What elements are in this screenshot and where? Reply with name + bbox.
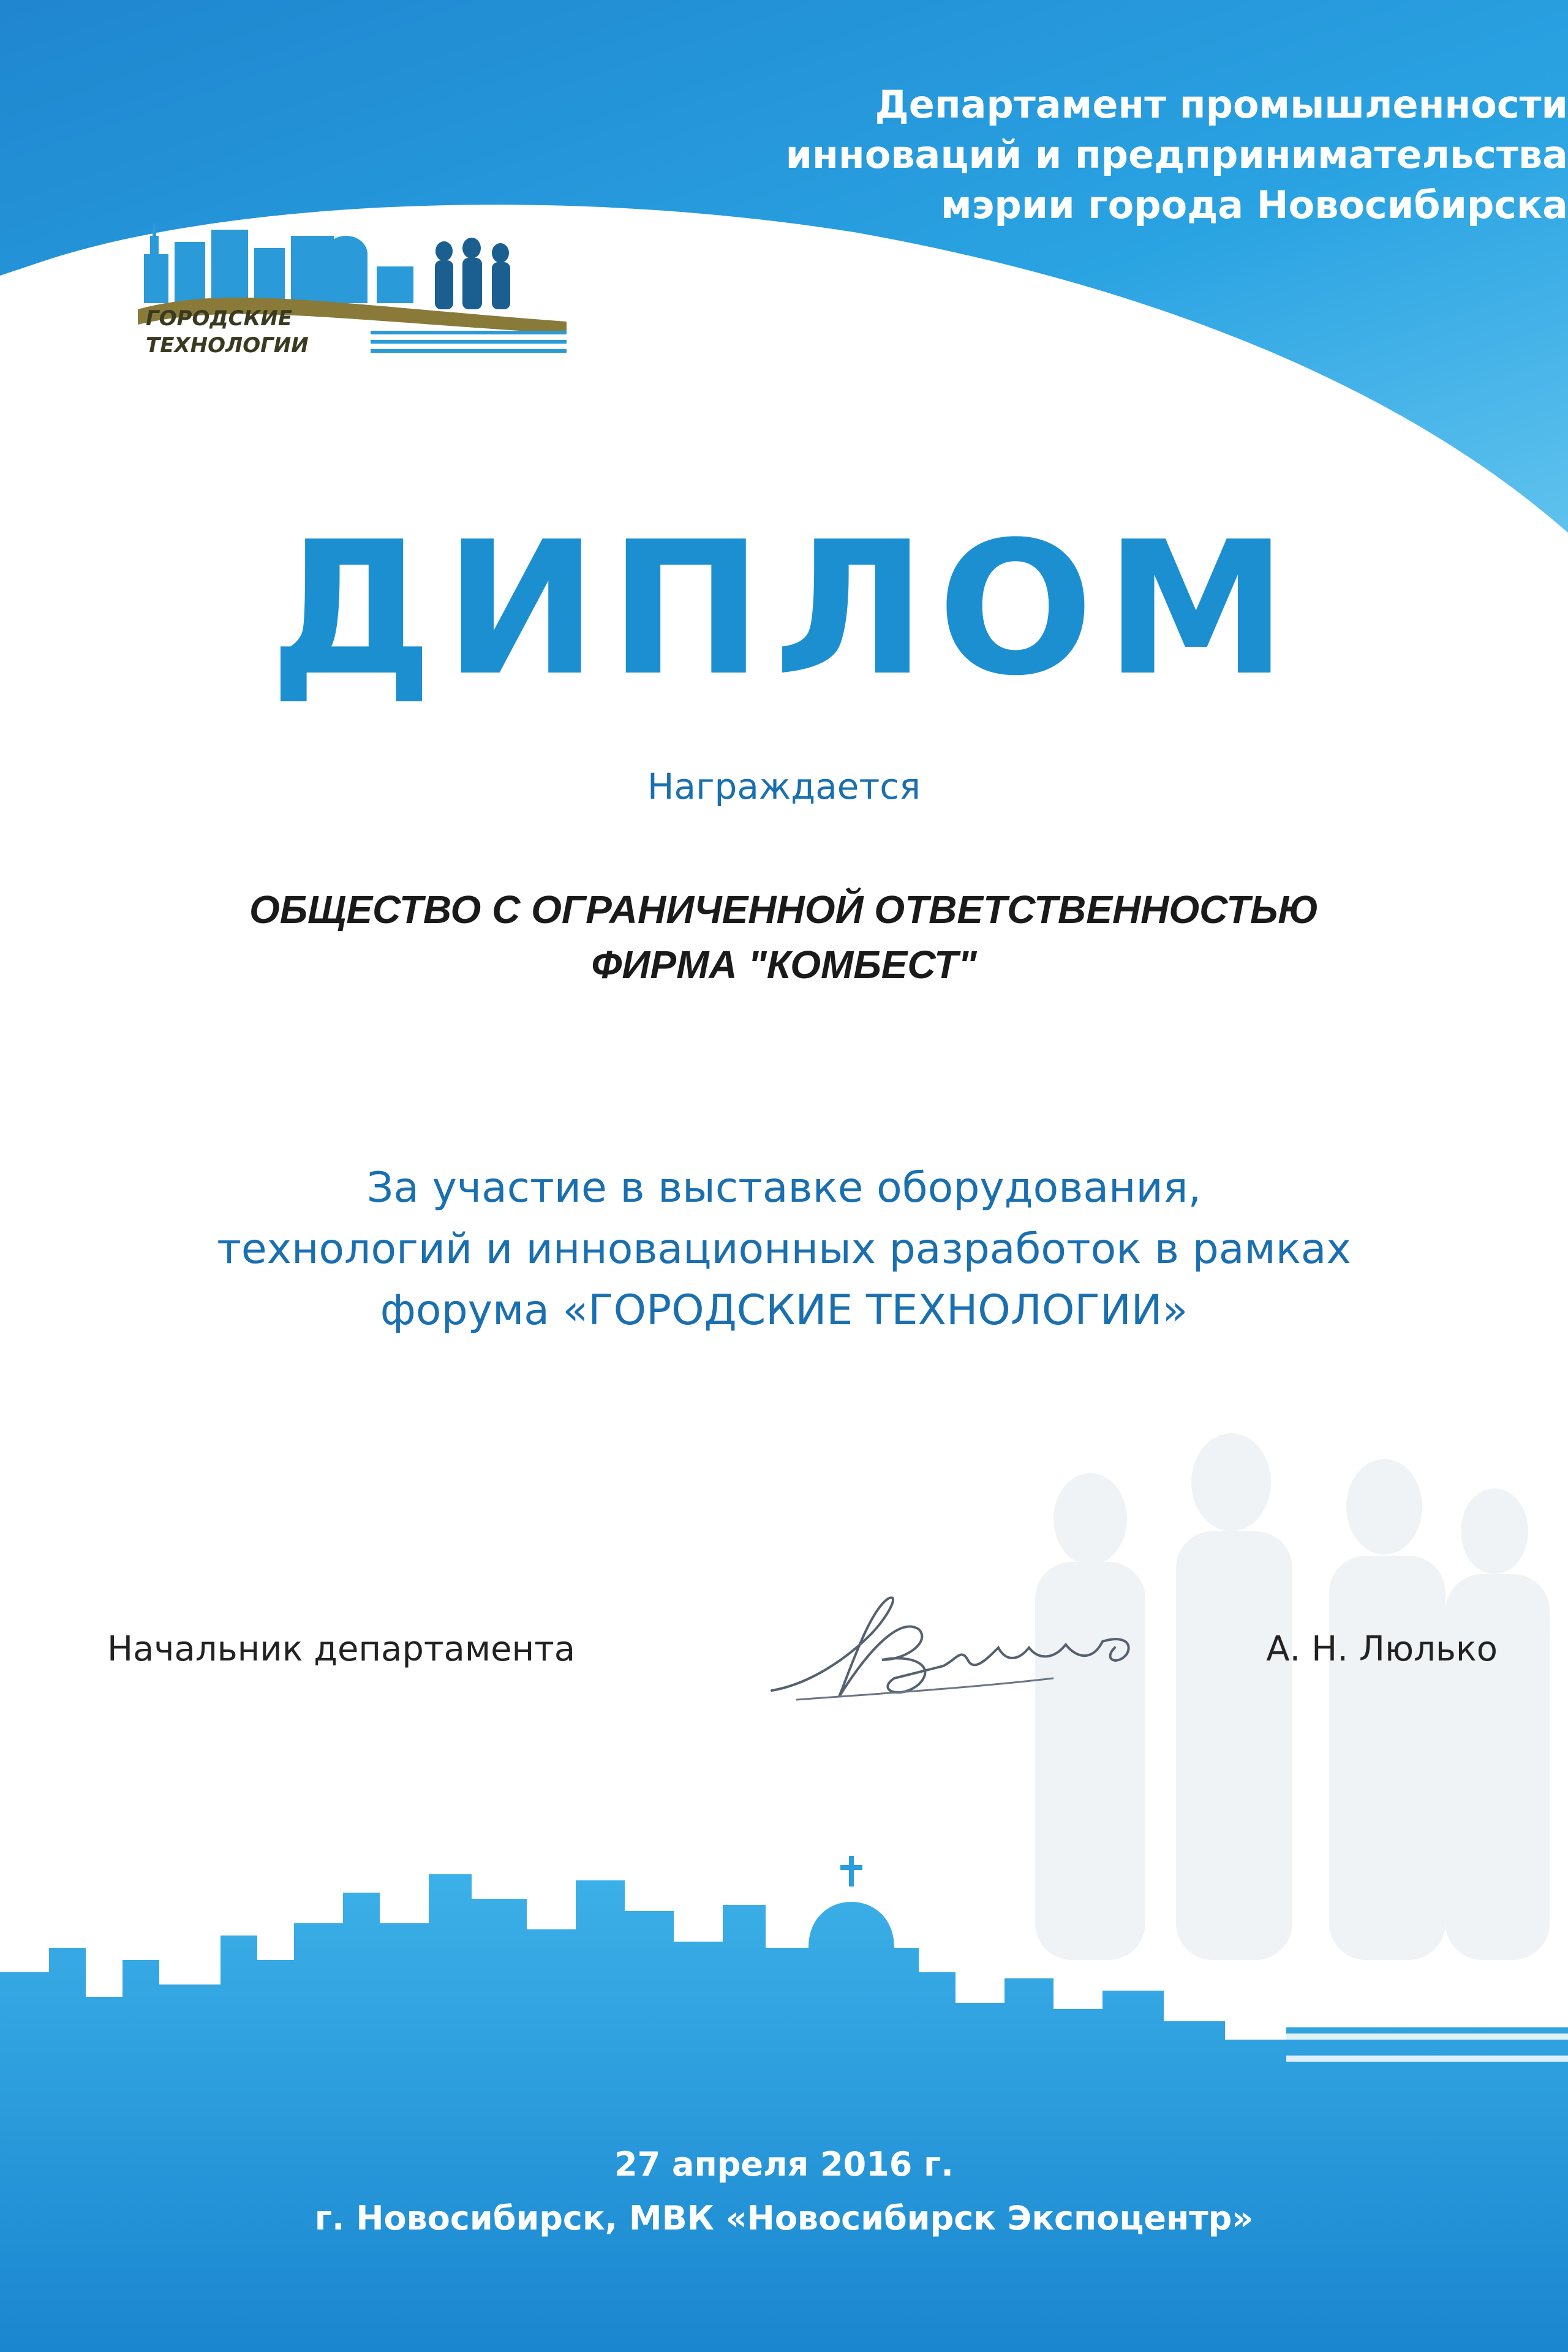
diploma-title: ДИПЛОМ	[269, 502, 1299, 716]
org-line-1: ОБЩЕСТВО С ОГРАНИЧЕННОЙ ОТВЕТСТВЕННОСТЬЮ	[249, 888, 1319, 932]
reason-line-2: технологий и инновационных разработок в рамках	[217, 1225, 1351, 1273]
reason-line-1: За участие в выставке оборудования,	[366, 1164, 1202, 1212]
signatory-position: Начальник департамента	[107, 1629, 576, 1669]
event-footer	[0, 2138, 1568, 2245]
reason-line-3: форума «ГОРОДСКИЕ ТЕХНОЛОГИИ»	[380, 1286, 1188, 1335]
logo-line-1: ГОРОДСКИЕ	[146, 306, 293, 331]
header-line-3: мэрии города Новосибирска	[940, 183, 1568, 227]
department-header	[710, 80, 1568, 230]
award-reason	[0, 1158, 1568, 1341]
event-place: г. Новосибирск, МВК «Новосибирск Экспоцентр»	[314, 2199, 1254, 2237]
event-date: 27 апреля 2016 г.	[614, 2145, 954, 2184]
awarded-label: Награждается	[647, 766, 921, 807]
org-line-2: ФИРМА "КОМБЕСТ"	[591, 943, 977, 987]
organization-name	[0, 882, 1568, 992]
signatory-name: А. Н. Люлько	[1266, 1629, 1498, 1669]
handwritten-signature	[760, 1568, 1225, 1721]
logo-text	[146, 305, 309, 359]
header-line-2: инноваций и предпринимательства	[785, 132, 1568, 177]
header-line-1: Департамент промышленности	[875, 82, 1568, 127]
logo-line-2: ТЕХНОЛОГИИ	[146, 333, 309, 358]
